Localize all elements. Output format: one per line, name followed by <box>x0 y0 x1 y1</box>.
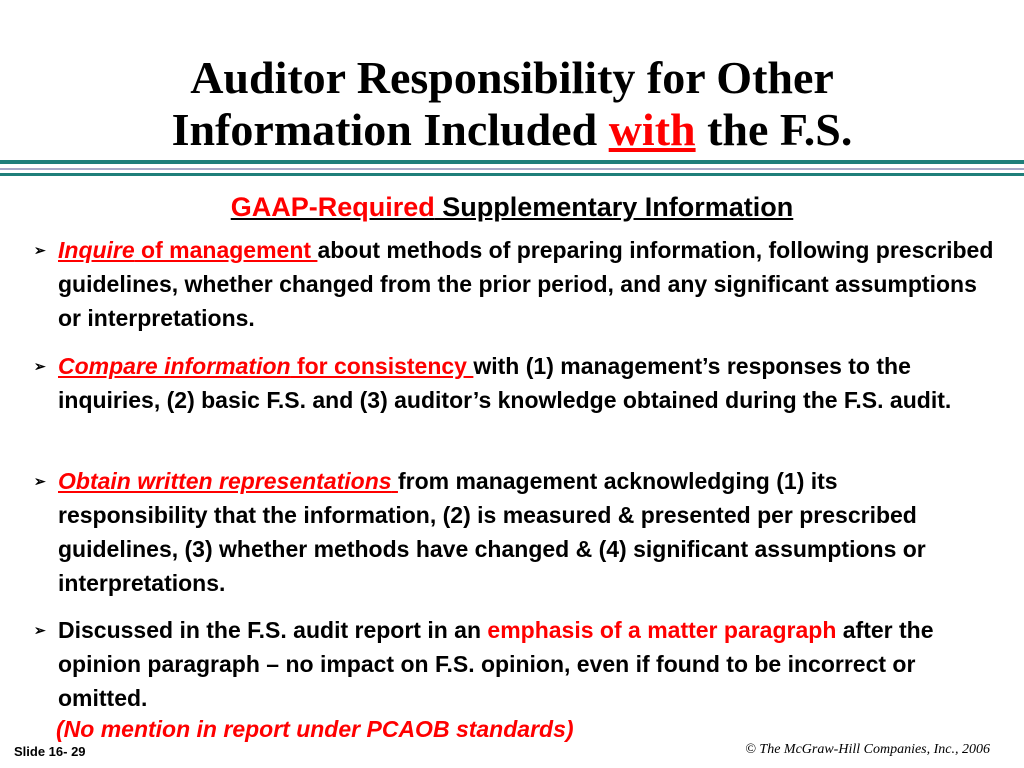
pcaob-note: (No mention in report under PCAOB standards) <box>56 716 574 742</box>
bullet-4-text-after: after the opinion paragraph – no impact on F.S. opinion, even if found to be incorrect or omitted. <box>58 617 934 711</box>
bullet-4-highlight: emphasis of a matter paragraph <box>487 617 837 643</box>
divider-middle <box>0 168 1024 170</box>
section-heading-highlight: GAAP-Required <box>230 192 435 222</box>
bullet-inquire <box>34 233 994 335</box>
bullet-representations <box>34 464 994 600</box>
arrowhead-icon: ➢ <box>34 473 46 489</box>
arrowhead-icon: ➢ <box>34 622 46 638</box>
bullet-1-text: about methods of preparing information, following prescribed guidelines, whether changed from the prior period, and any significant assumptions or interpretations. <box>58 237 994 331</box>
title-line-2-after: the F.S. <box>695 104 853 155</box>
section-heading <box>0 190 1024 224</box>
arrowhead-icon: ➢ <box>34 358 46 374</box>
title-line-2 <box>0 104 1024 156</box>
bullet-1-lead-italic: Inquire <box>58 237 135 263</box>
section-heading-rest: Supplementary Information <box>434 192 794 222</box>
divider-top <box>0 160 1024 164</box>
bullet-2-lead-rest: for consistency <box>290 353 474 379</box>
copyright-notice: © The McGraw-Hill Companies, Inc., 2006 <box>745 742 990 757</box>
divider-bottom <box>0 173 1024 176</box>
slide-number: Slide 16- 29 <box>14 744 86 759</box>
bullet-discussed <box>34 613 994 715</box>
bullet-2-text: with (1) management’s responses to the inquiries, (2) basic F.S. and (3) auditor’s knowledge obtained during the F.S. audit. <box>58 353 952 413</box>
title-line-2-before: Information Included <box>171 104 609 155</box>
slide-title <box>0 52 1024 156</box>
title-line-1: Auditor Responsibility for Other <box>190 52 834 103</box>
arrowhead-icon: ➢ <box>34 242 46 258</box>
title-highlight: with <box>608 104 696 155</box>
bullet-compare <box>34 349 994 417</box>
bullet-2-lead-italic: Compare information <box>58 353 291 379</box>
bullet-1-lead-rest: of management <box>134 237 318 263</box>
bullet-4-text-before: Discussed in the F.S. audit report in an <box>58 617 488 643</box>
bullet-3-lead-italic: Obtain written representations <box>58 468 392 494</box>
bullet-3-text: from management acknowledging (1) its responsibility that the information, (2) is measured & presented per prescribed guidelines, (3) whether methods have changed & (4) significant assumptions or interpretations. <box>58 468 926 596</box>
